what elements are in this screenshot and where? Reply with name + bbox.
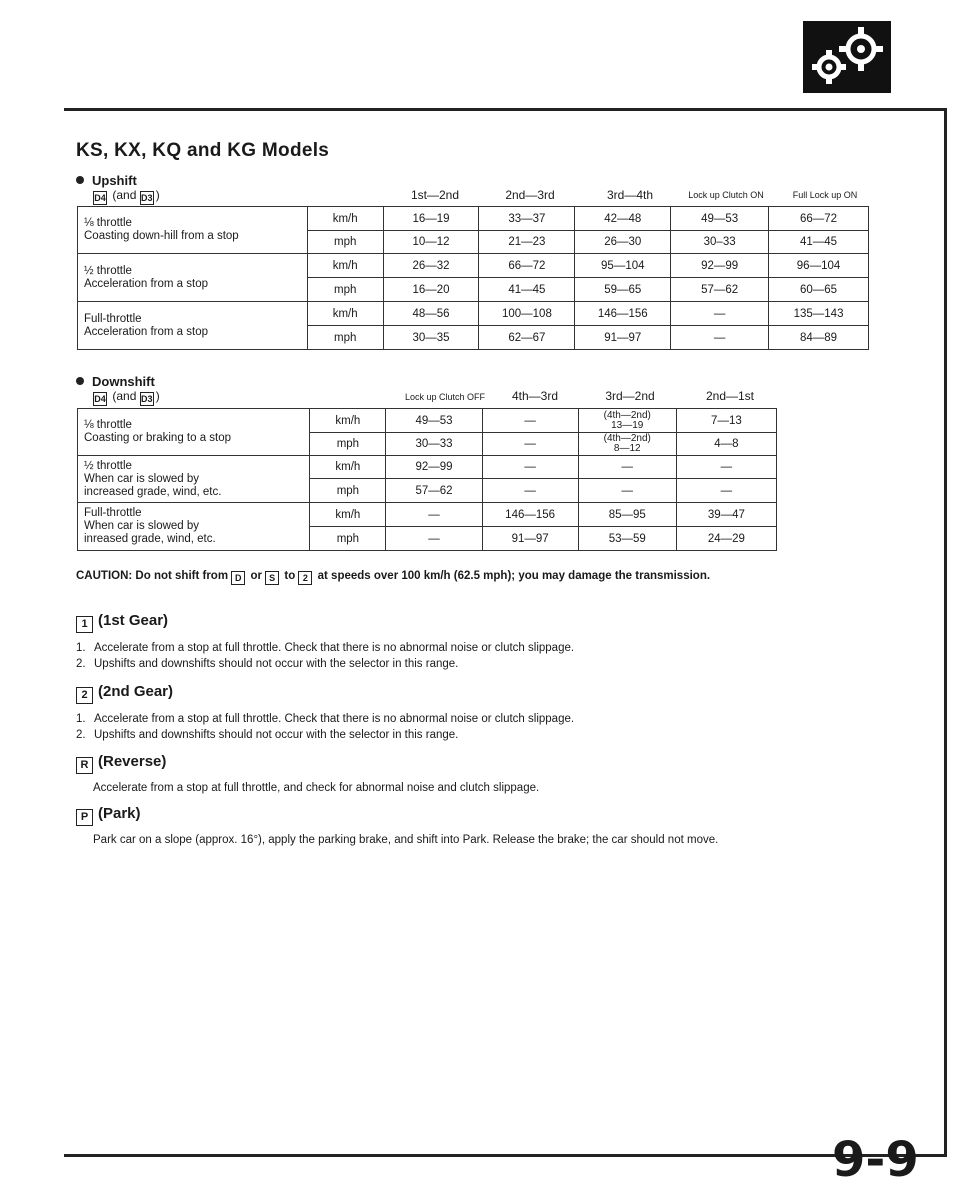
value-cell: — [482, 433, 578, 456]
value-cell: 41—45 [479, 278, 575, 302]
page-number: 9-9 [832, 1132, 919, 1188]
value-cell: 39—47 [676, 503, 776, 527]
unit-cell: mph [310, 479, 386, 503]
upshift-table [77, 206, 869, 350]
value-cell: — [676, 456, 776, 479]
value-cell: 146—156 [575, 302, 671, 326]
section-1st-gear-heading: 1 (1st Gear) [76, 612, 168, 633]
value-cell: 30—35 [383, 326, 479, 350]
section-reverse-heading: R (Reverse) [76, 753, 166, 774]
value-cell: 21—23 [479, 231, 575, 254]
upshift-heading: Upshift [76, 174, 137, 188]
value-cell: — [482, 479, 578, 503]
column-header: 1st—2nd [410, 188, 460, 202]
s-key-icon: S [265, 571, 279, 585]
1-key-icon: 1 [76, 616, 93, 633]
value-cell: — [671, 326, 769, 350]
unit-cell: km/h [310, 409, 386, 433]
value-cell: — [578, 456, 676, 479]
column-header: Lock up Clutch ON [688, 190, 764, 200]
value-cell: — [482, 456, 578, 479]
unit-cell: mph [310, 433, 386, 456]
value-cell: — [386, 503, 482, 527]
column-header: Full Lock up ON [792, 190, 858, 200]
column-header: Lock up Clutch OFF [404, 392, 486, 402]
d4-key-icon: D4 [94, 394, 106, 404]
page-title: KS, KX, KQ and KG Models [76, 140, 330, 161]
value-cell: 96—104 [769, 254, 869, 278]
value-cell: 42—48 [575, 207, 671, 231]
section-park-heading: P (Park) [76, 805, 141, 826]
downshift-heading: Downshift [76, 375, 155, 389]
column-header: 4th—3rd [511, 389, 559, 403]
unit-cell: mph [307, 326, 383, 350]
condition-cell: ½ throttle When car is slowed by increased grade, wind, etc. [78, 456, 310, 503]
section-1st-gear-text: 1. Accelerate from a stop at full throttle. Check that there is no abnormal noise or clutch slippage. 2. Upshifts and downshifts should not occur with the selector in this range. [76, 642, 575, 670]
value-cell: (4th—2nd) 8—12 [578, 433, 676, 456]
section-2nd-gear-text: 1. Accelerate from a stop at full throttle. Check that there is no abnormal noise or clutch slippage. 2. Upshifts and downshifts should not occur with the selector in this range. [76, 713, 575, 741]
section-reverse-text: Accelerate from a stop at full throttle, and check for abnormal noise and clutch slippage. [93, 782, 540, 794]
column-header: 3rd—4th [606, 188, 654, 202]
value-cell: 26—32 [383, 254, 479, 278]
value-cell: 91—97 [482, 527, 578, 551]
value-cell: 62—67 [479, 326, 575, 350]
value-cell: 66—72 [479, 254, 575, 278]
value-cell: 57—62 [386, 479, 482, 503]
value-cell: 91—97 [575, 326, 671, 350]
condition-cell: ½ throttle Acceleration from a stop [78, 254, 308, 302]
unit-cell: km/h [307, 254, 383, 278]
value-cell: 146—156 [482, 503, 578, 527]
condition-cell: Full-throttle Acceleration from a stop [78, 302, 308, 350]
section-2nd-gear-heading: 2 (2nd Gear) [76, 683, 173, 704]
2-key-icon: 2 [298, 571, 312, 585]
column-header: 3rd—2nd [605, 389, 655, 403]
d4-key-icon: D4 [94, 193, 106, 203]
downshift-table [77, 408, 777, 551]
unit-cell: km/h [307, 302, 383, 326]
unit-cell: km/h [310, 503, 386, 527]
value-cell: 33—37 [479, 207, 575, 231]
column-header: 2nd—1st [705, 389, 755, 403]
value-cell: 16—19 [383, 207, 479, 231]
unit-cell: km/h [307, 207, 383, 231]
unit-cell: mph [310, 527, 386, 551]
value-cell: — [676, 479, 776, 503]
value-cell: 85—95 [578, 503, 676, 527]
value-cell: 53—59 [578, 527, 676, 551]
condition-cell: ⅛ throttle Coasting down-hill from a stop [78, 207, 308, 254]
column-header: 2nd—3rd [505, 188, 555, 202]
value-cell: 16—20 [383, 278, 479, 302]
value-cell: 10—12 [383, 231, 479, 254]
value-cell: 48—56 [383, 302, 479, 326]
unit-cell: mph [307, 231, 383, 254]
value-cell: 26—30 [575, 231, 671, 254]
gears-icon [803, 21, 891, 93]
downshift-range: D4 (and D3 ) [94, 389, 160, 404]
value-cell: — [578, 479, 676, 503]
bottom-rule [64, 1154, 947, 1157]
caution-note: CAUTION: Do not shift from D or S to 2 at speeds over 100 km/h (62.5 mph); you may damage the transmission. [76, 570, 711, 583]
upshift-range: D4 (and D3 ) [94, 188, 160, 203]
condition-cell: ⅛ throttle Coasting or braking to a stop [78, 409, 310, 456]
p-key-icon: P [76, 809, 93, 826]
condition-cell: Full-throttle When car is slowed by inreased grade, wind, etc. [78, 503, 310, 551]
value-cell: 7—13 [676, 409, 776, 433]
value-cell: 59—65 [575, 278, 671, 302]
d3-key-icon: D3 [140, 193, 153, 203]
value-cell: 100—108 [479, 302, 575, 326]
unit-cell: km/h [310, 456, 386, 479]
value-cell: (4th—2nd) 13—19 [578, 409, 676, 433]
value-cell: — [482, 409, 578, 433]
value-cell: 24—29 [676, 527, 776, 551]
d-key-icon: D [231, 571, 245, 585]
value-cell: 84—89 [769, 326, 869, 350]
r-key-icon: R [76, 757, 93, 774]
d3-key-icon: D3 [140, 394, 153, 404]
value-cell: 66—72 [769, 207, 869, 231]
value-cell: 95—104 [575, 254, 671, 278]
value-cell: 92—99 [386, 456, 482, 479]
value-cell: 49—53 [386, 409, 482, 433]
section-park-text: Park car on a slope (approx. 16°), apply the parking brake, and shift into Park. Release the brake; the car should not move. [93, 834, 719, 846]
value-cell: 49—53 [671, 207, 769, 231]
2-key-icon: 2 [76, 687, 93, 704]
bullet-dot [76, 176, 84, 184]
value-cell: 30—33 [386, 433, 482, 456]
value-cell: 135—143 [769, 302, 869, 326]
unit-cell: mph [307, 278, 383, 302]
value-cell: — [386, 527, 482, 551]
top-rule [64, 108, 944, 111]
value-cell: 60—65 [769, 278, 869, 302]
value-cell: 4—8 [676, 433, 776, 456]
value-cell: 92—99 [671, 254, 769, 278]
value-cell: 41—45 [769, 231, 869, 254]
value-cell: — [671, 302, 769, 326]
right-rule [944, 108, 947, 1156]
value-cell: 30–33 [671, 231, 769, 254]
value-cell: 57—62 [671, 278, 769, 302]
bullet-dot [76, 377, 84, 385]
